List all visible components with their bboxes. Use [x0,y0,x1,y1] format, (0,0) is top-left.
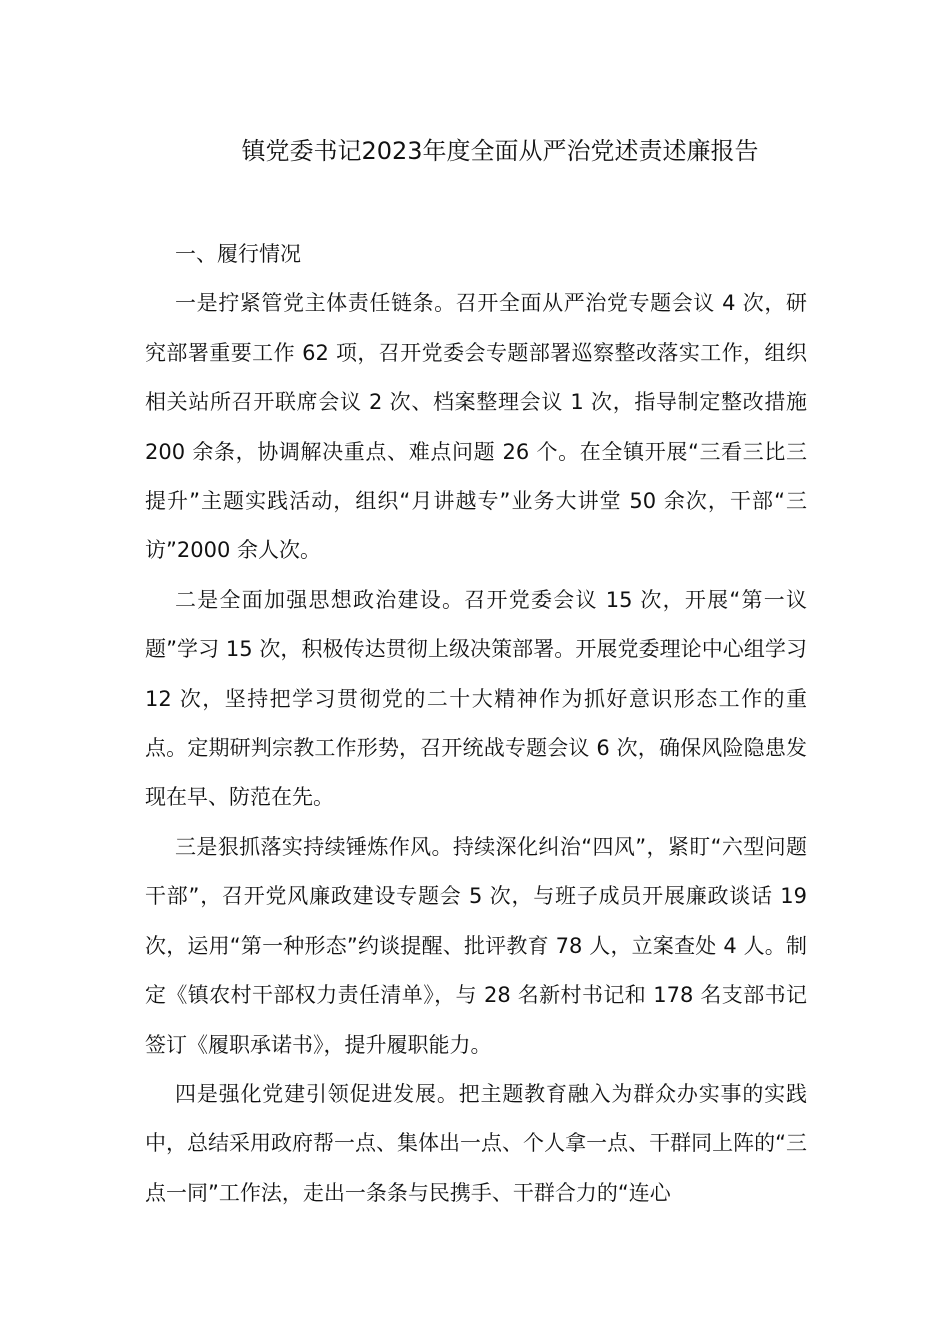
document-body [145,230,807,1218]
paragraph-4: 四是强化党建引领促进发展。把主题教育融入为群众办实事的实践中，总结采用政府帮一点、集体出一点、个人拿一点、干群同上阵的“三点一同”工作法，走出一条条与民携手、干群合力的“连心 [145,1081,807,1205]
document-title: 镇党委书记2023年度全面从严治党述责述廉报告 [241,137,759,165]
paragraph-1: 一是拧紧管党主体责任链条。召开全面从严治党专题会议 4 次，研究部署重要工作 62 项，召开党委会专题部署巡察整改落实工作，组织相关站所召开联席会议 2 次、档案整理会议 1 次，指导制定整改措施 200 余条，协调解决重点、难点问题 26 个。在全镇开展“三看三比三提升”主题实践活动，组织“月讲越专”业务大讲堂 50 余次，干部“三访”2000 余人次。 [145,291,807,563]
section-heading: 一、履行情况 [175,242,301,266]
paragraph-2: 二是全面加强思想政治建设。召开党委会议 15 次，开展“第一议题”学习 15 次，积极传达贯彻上级决策部署。开展党委理论中心组学习 12 次，坚持把学习贯彻党的二十大精神作为抓好意识形态工作的重点。定期研判宗教工作形势，召开统战专题会议 6 次，确保风险隐患发现在早、防范在先。 [145,587,807,810]
paragraph-3: 三是狠抓落实持续锤炼作风。持续深化纠治“四风”，紧盯“六型问题干部”，召开党风廉政建设专题会 5 次，与班子成员开展廉政谈话 19 次，运用“第一种形态”约谈提醒、批评教育 78 人，立案查处 4 人。制定《镇农村干部权力责任清单》，与 28 名新村书记和 178 名支部书记签订《履职承诺书》，提升履职能力。 [145,834,807,1057]
